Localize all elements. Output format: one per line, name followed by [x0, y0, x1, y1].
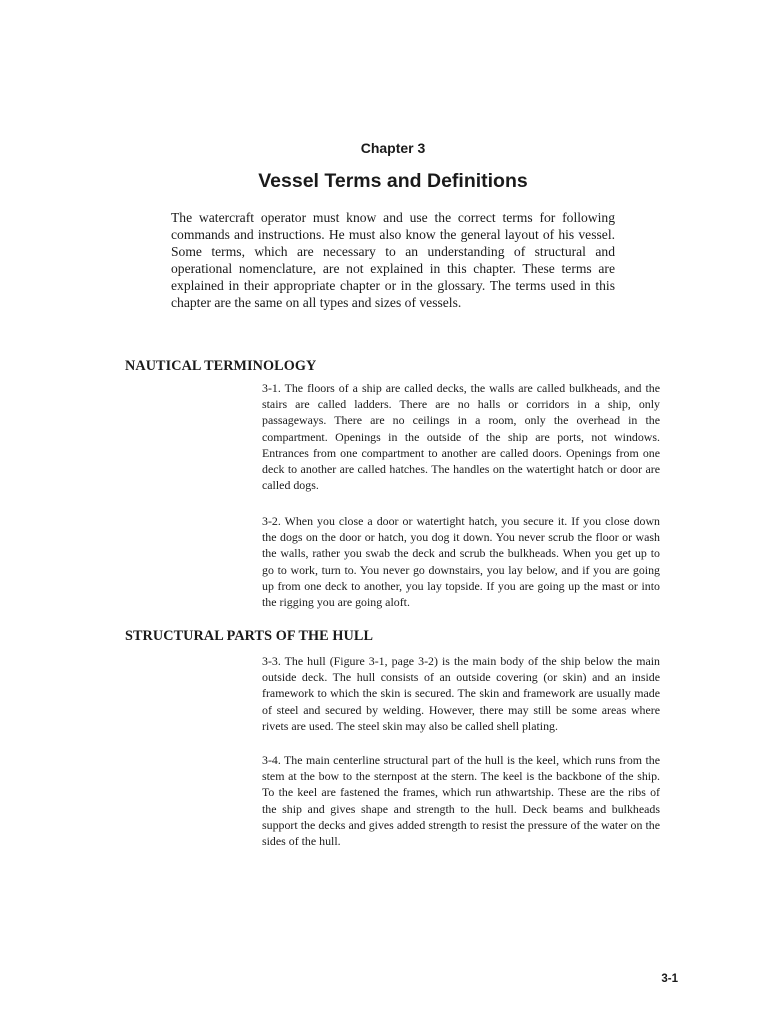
intro-paragraph: The watercraft operator must know and use the correct terms for following commands and instructions. He must also know the general layout of his vessel. Some terms, which are necessary to an understanding of structural and operational nomenclature, are not explained in this chapter. These terms are explained in their appropriate chapter or in the glossary. The terms used in this chapter are the same on all types and sizes of vessels. [171, 210, 615, 311]
section-heading-structural-parts: STRUCTURAL PARTS OF THE HULL [125, 628, 374, 644]
paragraph-3-1: 3-1. The floors of a ship are called decks, the walls are called bulkheads, and the stairs are called ladders. There are no halls or corridors in a ship, only passageways. There are no ceilings in a room, only the overhead in the compartment. Openings in the outside of the ship are ports, not windows. Entrances from one compartment to another are called doors. Openings from one deck to another are called hatches. The handles on the watertight hatch or door are called dogs. [262, 381, 660, 493]
chapter-label: Chapter 3 [360, 140, 426, 156]
page-number: 3-1 [661, 973, 678, 985]
paragraph-3-3: 3-3. The hull (Figure 3-1, page 3-2) is the main body of the ship below the main outside deck. The hull consists of an outside covering (or skin) and an inside framework to which the skin is secured. The skin and framework are usually made of steel and secured by welding. However, there may still be some areas where rivets are used. The steel skin may also be called shell plating. [262, 654, 660, 733]
paragraph-3-2: 3-2. When you close a door or watertight hatch, you secure it. If you close down the dogs on the door or hatch, you dog it down. You never scrub the floor or wash the walls, rather you swab the deck and scrub the bulkheads. When you get up to go to work, turn to. You never go downstairs, you lay below, and if you are going up from one deck to another, you lay topside. If you are going up the mast or into the rigging you are going aloft. [262, 514, 660, 610]
chapter-title: Vessel Terms and Definitions [258, 170, 528, 192]
paragraph-3-4: 3-4. The main centerline structural part of the hull is the keel, which runs from the stem at the bow to the sternpost at the stern. The keel is the backbone of the ship. To the keel are fastened the frames, which run athwartship. These are the ribs of the ship and gives shape and strength to the hull. Deck beams and bulkheads support the decks and gives added strength to resist the pressure of the water on the sides of the hull. [262, 753, 660, 849]
section-heading-nautical-terminology: NAUTICAL TERMINOLOGY [125, 358, 317, 374]
